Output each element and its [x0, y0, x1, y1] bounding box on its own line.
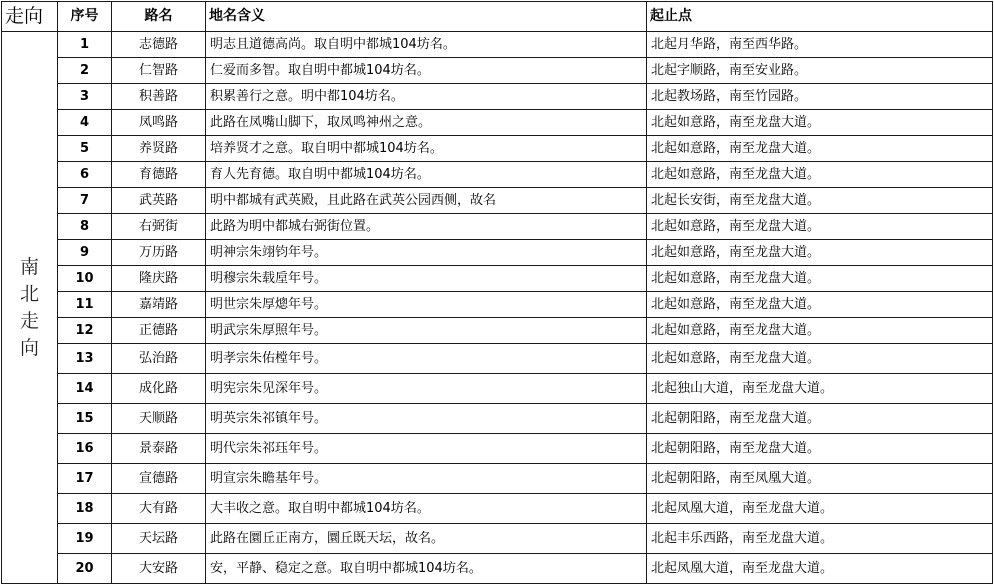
name-meaning: 明志且道德高尚。取自明中都城104坊名。: [206, 32, 647, 58]
name-meaning: 此路为明中都城右弼街位置。: [206, 214, 647, 240]
row-number: 6: [58, 162, 112, 188]
row-number: 13: [58, 344, 112, 374]
header-start-end: 起止点: [647, 2, 993, 32]
start-end-point: 北起如意路，南至龙盘大道。: [647, 318, 993, 344]
row-number: 4: [58, 110, 112, 136]
table-row: [2, 524, 993, 554]
road-name: 大有路: [112, 494, 206, 524]
table-row: [2, 374, 993, 404]
table-row: [2, 266, 993, 292]
table-row: [2, 434, 993, 464]
header-direction: 走向: [2, 2, 58, 32]
start-end-point: 北起教场路，南至竹园路。: [647, 84, 993, 110]
start-end-point: 北起如意路，南至龙盘大道。: [647, 162, 993, 188]
road-name: 养贤路: [112, 136, 206, 162]
direction-cell: [2, 32, 58, 584]
road-name: 武英路: [112, 188, 206, 214]
name-meaning: 明英宗朱祁镇年号。: [206, 404, 647, 434]
row-number: 19: [58, 524, 112, 554]
name-meaning: 明中都城有武英殿，且此路在武英公园西侧，故名: [206, 188, 647, 214]
table-row: [2, 318, 993, 344]
table-row: [2, 240, 993, 266]
road-name: 大安路: [112, 554, 206, 584]
row-number: 8: [58, 214, 112, 240]
name-meaning: 明孝宗朱佑樘年号。: [206, 344, 647, 374]
start-end-point: 北起独山大道，南至龙盘大道。: [647, 374, 993, 404]
start-end-point: 北起如意路，南至龙盘大道。: [647, 110, 993, 136]
start-end-point: 北起如意路，南至龙盘大道。: [647, 240, 993, 266]
start-end-point: 北起丰乐西路，南至龙盘大道。: [647, 524, 993, 554]
start-end-point: 北起如意路，南至龙盘大道。: [647, 266, 993, 292]
table-row: [2, 292, 993, 318]
start-end-point: 北起凤凰大道，南至龙盘大道。: [647, 494, 993, 524]
row-number: 7: [58, 188, 112, 214]
row-number: 9: [58, 240, 112, 266]
start-end-point: 北起字顺路，南至安业路。: [647, 58, 993, 84]
road-name: 育德路: [112, 162, 206, 188]
table-row: [2, 344, 993, 374]
header-meaning: 地名含义: [206, 2, 647, 32]
table-row: [2, 110, 993, 136]
row-number: 3: [58, 84, 112, 110]
name-meaning: 积累善行之意。明中都104坊名。: [206, 84, 647, 110]
row-number: 12: [58, 318, 112, 344]
row-number: 5: [58, 136, 112, 162]
start-end-point: 北起如意路，南至龙盘大道。: [647, 292, 993, 318]
name-meaning: 育人先育德。取自明中都城104坊名。: [206, 162, 647, 188]
name-meaning: 此路在圜丘正南方，圜丘既天坛，故名。: [206, 524, 647, 554]
row-number: 17: [58, 464, 112, 494]
direction-label: 南北走向: [19, 255, 39, 359]
road-name: 仁智路: [112, 58, 206, 84]
road-name: 宣德路: [112, 464, 206, 494]
start-end-point: 北起如意路，南至龙盘大道。: [647, 344, 993, 374]
road-name: 凤鸣路: [112, 110, 206, 136]
row-number: 15: [58, 404, 112, 434]
start-end-point: 北起长安街，南至龙盘大道。: [647, 188, 993, 214]
table-row: [2, 214, 993, 240]
name-meaning: 培养贤才之意。取自明中都城104坊名。: [206, 136, 647, 162]
road-name: 右弼街: [112, 214, 206, 240]
start-end-point: 北起月华路，南至西华路。: [647, 32, 993, 58]
start-end-point: 北起朝阳路，南至凤凰大道。: [647, 464, 993, 494]
road-name: 成化路: [112, 374, 206, 404]
row-number: 20: [58, 554, 112, 584]
road-names-table: [1, 1, 993, 584]
name-meaning: 仁爱而多智。取自明中都城104坊名。: [206, 58, 647, 84]
start-end-point: 北起如意路，南至龙盘大道。: [647, 136, 993, 162]
row-number: 10: [58, 266, 112, 292]
row-number: 1: [58, 32, 112, 58]
table-body: [2, 32, 993, 584]
table-row: [2, 58, 993, 84]
road-name: 隆庆路: [112, 266, 206, 292]
name-meaning: 大丰收之意。取自明中都城104坊名。: [206, 494, 647, 524]
header-row: [2, 2, 993, 32]
name-meaning: 明宪宗朱见深年号。: [206, 374, 647, 404]
road-name: 天坛路: [112, 524, 206, 554]
table-row: [2, 404, 993, 434]
row-number: 11: [58, 292, 112, 318]
name-meaning: 安，平静、稳定之意。取自明中都城104坊名。: [206, 554, 647, 584]
road-name: 志德路: [112, 32, 206, 58]
name-meaning: 此路在凤嘴山脚下，取凤鸣神州之意。: [206, 110, 647, 136]
name-meaning: 明神宗朱翊钧年号。: [206, 240, 647, 266]
table-row: [2, 464, 993, 494]
road-name: 景泰路: [112, 434, 206, 464]
name-meaning: 明代宗朱祁珏年号。: [206, 434, 647, 464]
name-meaning: 明武宗朱厚照年号。: [206, 318, 647, 344]
table-row: [2, 188, 993, 214]
road-name: 万历路: [112, 240, 206, 266]
row-number: 16: [58, 434, 112, 464]
road-name: 弘治路: [112, 344, 206, 374]
road-name: 积善路: [112, 84, 206, 110]
name-meaning: 明宣宗朱瞻基年号。: [206, 464, 647, 494]
start-end-point: 北起朝阳路，南至龙盘大道。: [647, 404, 993, 434]
header-number: 序号: [58, 2, 112, 32]
table-row: [2, 494, 993, 524]
road-name: 嘉靖路: [112, 292, 206, 318]
row-number: 18: [58, 494, 112, 524]
table-row: [2, 32, 993, 58]
start-end-point: 北起朝阳路，南至龙盘大道。: [647, 434, 993, 464]
row-number: 14: [58, 374, 112, 404]
start-end-point: 北起凤凰大道，南至龙盘大道。: [647, 554, 993, 584]
start-end-point: 北起如意路，南至龙盘大道。: [647, 214, 993, 240]
name-meaning: 明世宗朱厚熜年号。: [206, 292, 647, 318]
road-name: 天顺路: [112, 404, 206, 434]
table-row: [2, 554, 993, 584]
row-number: 2: [58, 58, 112, 84]
road-name: 正德路: [112, 318, 206, 344]
name-meaning: 明穆宗朱载垕年号。: [206, 266, 647, 292]
table-row: [2, 162, 993, 188]
header-road-name: 路名: [112, 2, 206, 32]
table-row: [2, 136, 993, 162]
table-row: [2, 84, 993, 110]
